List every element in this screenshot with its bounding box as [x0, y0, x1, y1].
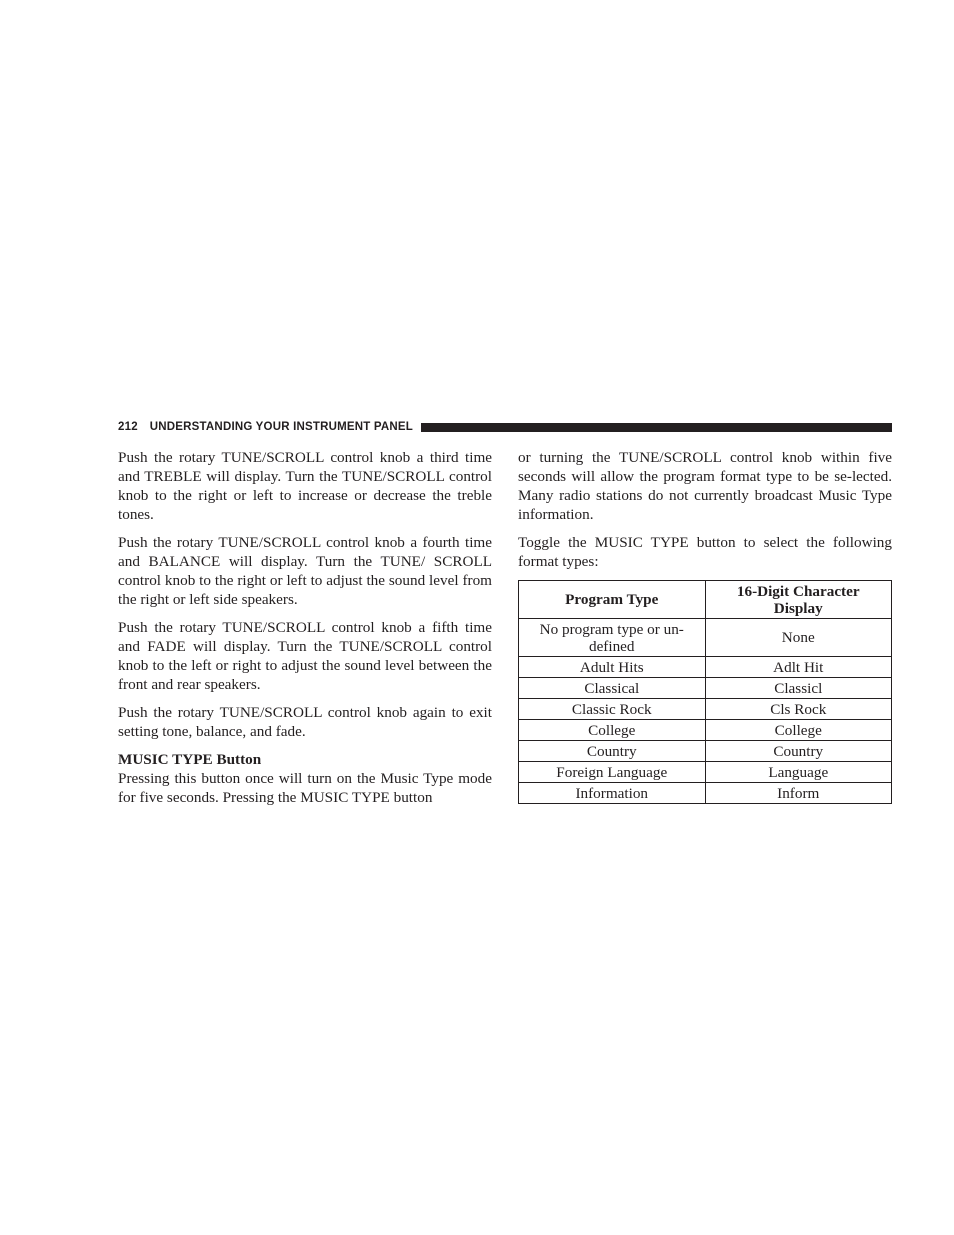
table-row: [519, 762, 892, 783]
table-cell-display: College: [705, 720, 892, 741]
table-cell-display: Country: [705, 741, 892, 762]
table-cell-display: Language: [705, 762, 892, 783]
table-cell-display: Inform: [705, 783, 892, 804]
table-cell-display: None: [705, 619, 892, 657]
table-cell-program-type: Information: [519, 783, 706, 804]
page-number: 212: [118, 421, 138, 433]
left-column: [118, 448, 492, 816]
paragraph-balance: Push the rotary TUNE/SCROLL control knob a fourth time and BALANCE will display. Turn the TUNE/ SCROLL control knob to the right or left to adjust the sound level from the right or left side speakers.: [118, 534, 492, 608]
program-type-table: [518, 580, 892, 804]
section-title: UNDERSTANDING YOUR INSTRUMENT PANEL: [149, 421, 413, 433]
table-row: [519, 699, 892, 720]
table-cell-program-type: Adult Hits: [519, 657, 706, 678]
table-cell-program-type: Foreign Language: [519, 762, 706, 783]
right-column: [518, 448, 892, 804]
table-row: [519, 678, 892, 699]
paragraph-exit: Push the rotary TUNE/SCROLL control knob again to exit setting tone, balance, and fade.: [118, 704, 492, 740]
paragraph-music-type: Pressing this button once will turn on the Music Type mode for five seconds. Pressing the MUSIC TYPE button: [118, 770, 492, 806]
table-cell-display: Classicl: [705, 678, 892, 699]
table-cell-program-type: Country: [519, 741, 706, 762]
paragraph-fade: Push the rotary TUNE/SCROLL control knob a fifth time and FADE will display. Turn the TUNE/SCROLL control knob to the left or right to adjust the sound level between the front and rear speakers.: [118, 619, 492, 693]
table-cell-program-type: Classic Rock: [519, 699, 706, 720]
paragraph-treble: Push the rotary TUNE/SCROLL control knob a third time and TREBLE will display. Turn the TUNE/SCROLL control knob to the right or left to increase or decrease the treble tones.: [118, 449, 492, 523]
table-row: [519, 720, 892, 741]
header-rule: [421, 423, 892, 432]
table-cell-display: Cls Rock: [705, 699, 892, 720]
column-header-program-type: Program Type: [519, 581, 706, 619]
table-row: [519, 657, 892, 678]
table-cell-program-type: Classical: [519, 678, 706, 699]
paragraph-continued: or turning the TUNE/SCROLL control knob within five seconds will allow the program format type to be se-lected. Many radio stations do not currently broadcast Music Type information.: [518, 449, 892, 523]
table-cell-program-type: College: [519, 720, 706, 741]
music-type-heading: MUSIC TYPE Button: [118, 751, 262, 768]
table-row: [519, 783, 892, 804]
table-header-row: [519, 581, 892, 619]
table-row: [519, 741, 892, 762]
table-row: [519, 619, 892, 657]
table-cell-display: Adlt Hit: [705, 657, 892, 678]
table-cell-program-type: No program type or un-defined: [519, 619, 706, 657]
paragraph-toggle: Toggle the MUSIC TYPE button to select the following format types:: [518, 534, 892, 570]
page-header: [118, 419, 892, 435]
column-header-character-display: 16-Digit Character Display: [705, 581, 892, 619]
